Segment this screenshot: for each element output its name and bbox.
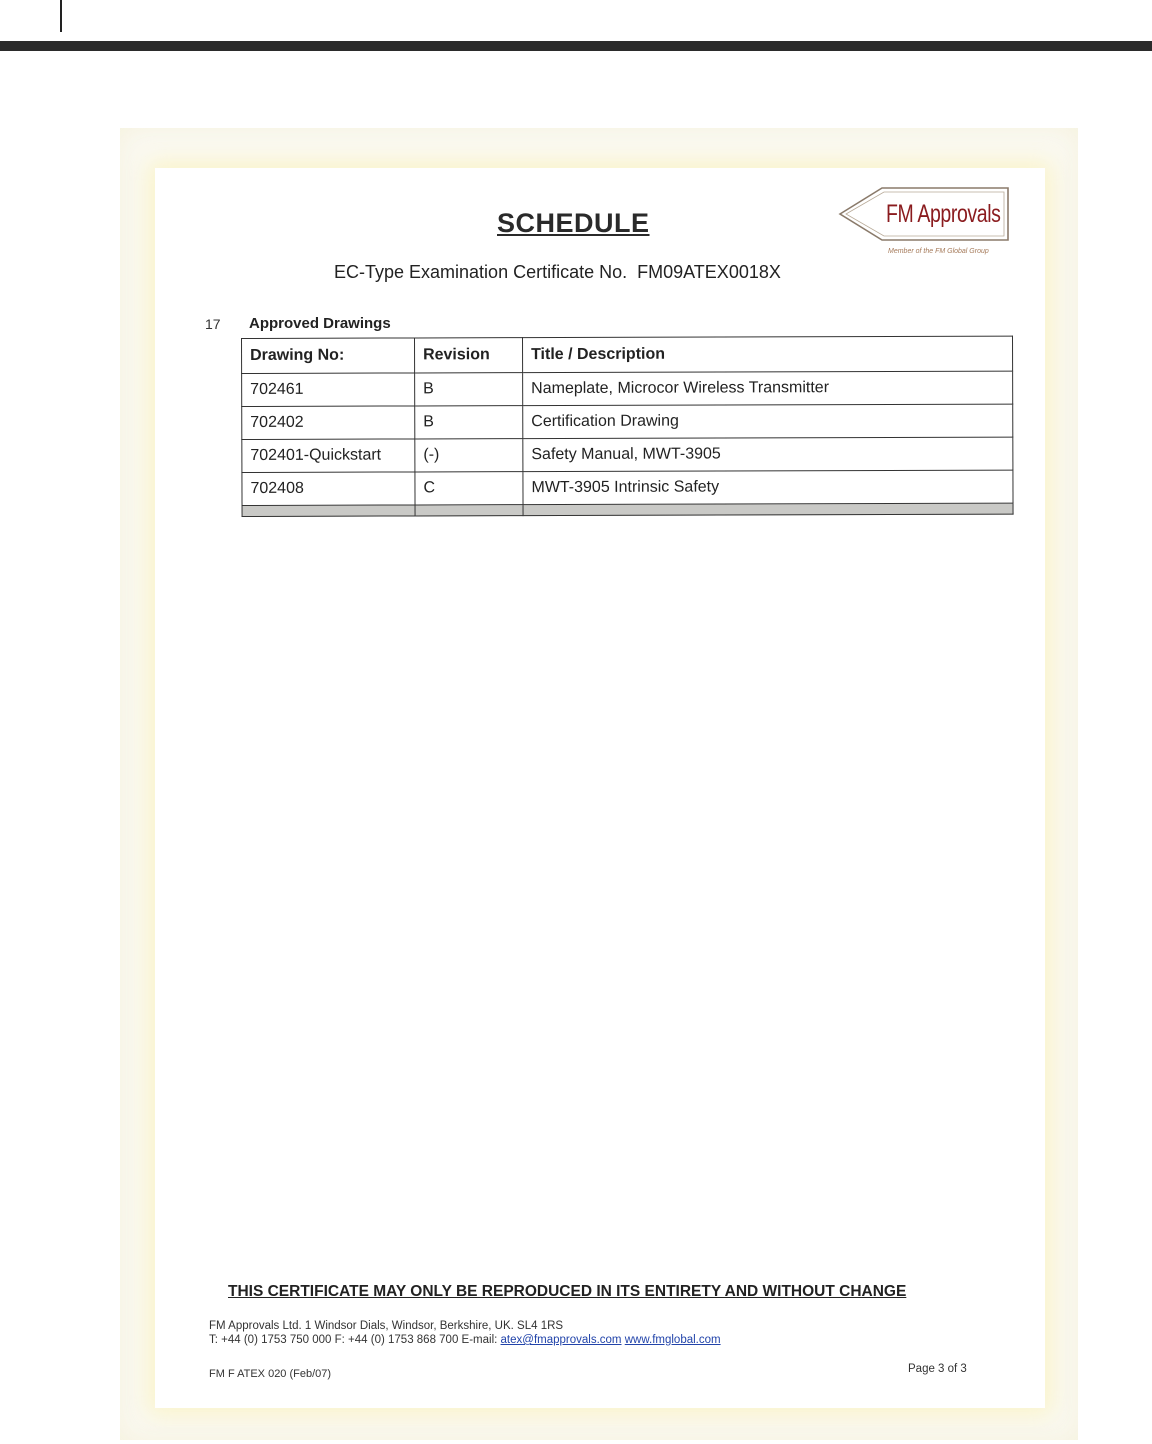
email-link[interactable]: atex@fmapprovals.com: [500, 1334, 622, 1346]
table-row: [242, 470, 1013, 505]
description-cell: Nameplate, Microcor Wireless Transmitter: [523, 371, 1013, 406]
drawing-number-cell: 702402: [242, 406, 415, 440]
reproduction-notice: THIS CERTIFICATE MAY ONLY BE REPRODUCED IN ITS ENTIRETY AND WITHOUT CHANGE: [228, 1283, 907, 1300]
empty-cell: [415, 505, 523, 516]
empty-cell: [523, 503, 1013, 516]
certificate-number: FM09ATEX0018X: [637, 262, 781, 282]
description-cell: MWT-3905 Intrinsic Safety: [523, 470, 1013, 505]
description-cell: Safety Manual, MWT-3905: [523, 437, 1013, 472]
drawing-number-cell: 702408: [242, 472, 415, 506]
certificate-number-line: [334, 262, 781, 283]
phone-fax-text: T: +44 (0) 1753 750 000 F: +44 (0) 1753 868 700 E-mail:: [209, 1334, 498, 1346]
column-header-title: Title / Description: [523, 336, 1013, 373]
empty-cell: [242, 505, 415, 517]
column-header-revision: Revision: [415, 338, 523, 373]
drawing-number-cell: 702401-Quickstart: [242, 439, 415, 473]
revision-cell: C: [415, 472, 523, 505]
description-cell: Certification Drawing: [523, 404, 1013, 439]
table-header-row: [242, 336, 1013, 373]
certificate-label: EC-Type Examination Certificate No.: [334, 262, 628, 282]
column-header-drawing-no: Drawing No:: [242, 338, 415, 374]
revision-cell: (-): [415, 439, 523, 472]
logo-name: FM Approvals: [886, 200, 1001, 228]
table-row: [242, 371, 1013, 406]
revision-cell: B: [415, 373, 523, 406]
table-empty-shaded-row: [242, 503, 1013, 516]
table-row: [242, 404, 1013, 439]
top-margin-tick: [60, 0, 62, 32]
top-header-band: [0, 41, 1152, 51]
footer-address: FM Approvals Ltd. 1 Windsor Dials, Windsor, Berkshire, UK. SL4 1RS: [209, 1320, 564, 1332]
section-title: Approved Drawings: [249, 315, 391, 332]
table-row: [242, 437, 1013, 472]
website-link[interactable]: www.fmglobal.com: [624, 1334, 721, 1346]
footer-contact: [209, 1334, 721, 1346]
logo-tagline: Member of the FM Global Group: [888, 248, 989, 255]
page-number: Page 3 of 3: [908, 1363, 967, 1375]
fm-approvals-logo: [836, 184, 1012, 262]
page-title: SCHEDULE: [497, 208, 650, 238]
drawing-number-cell: 702461: [242, 373, 415, 407]
section-number: 17: [205, 316, 221, 332]
approved-drawings-table: [241, 336, 1014, 517]
revision-cell: B: [415, 406, 523, 439]
form-identifier: FM F ATEX 020 (Feb/07): [209, 1368, 332, 1380]
